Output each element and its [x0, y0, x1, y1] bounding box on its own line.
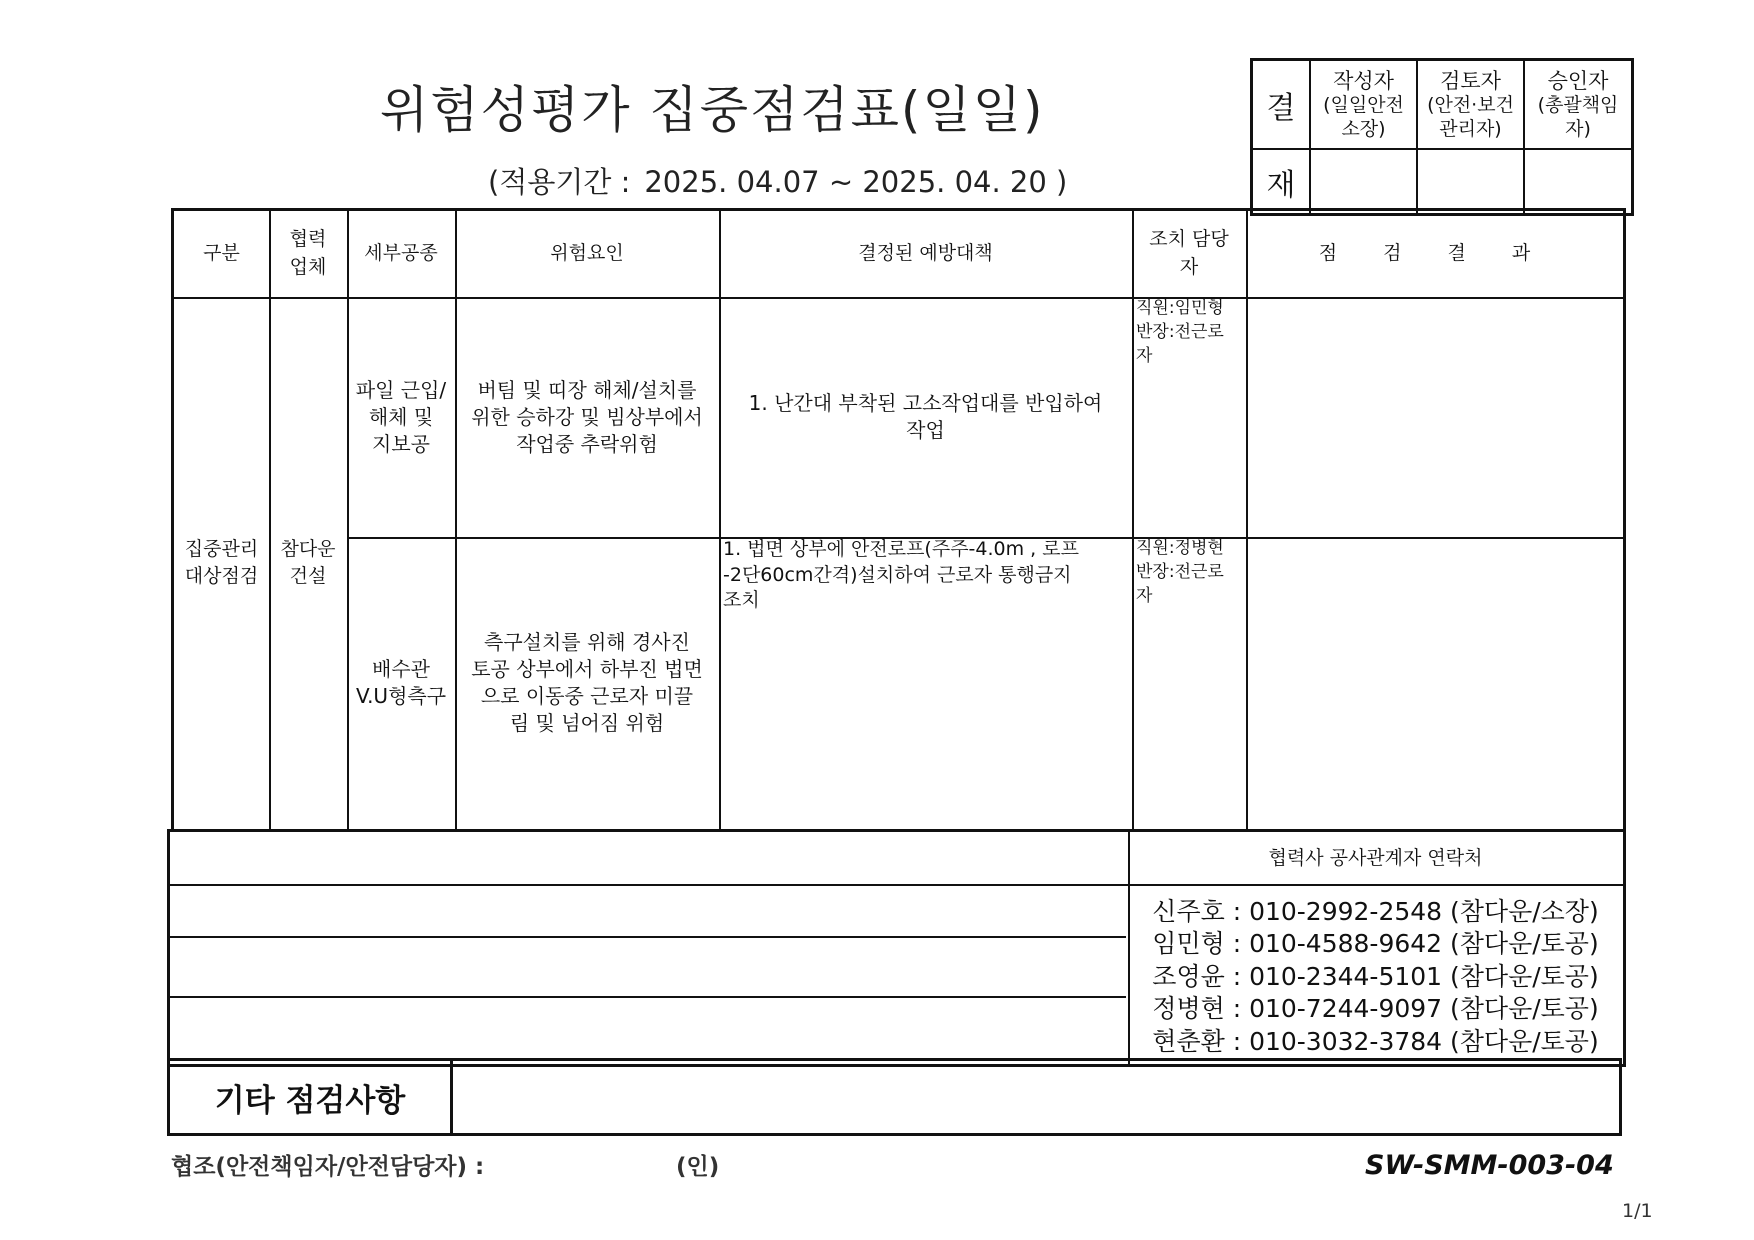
row-2-hazard-line-2: 토공 상부에서 하부진 법면 — [471, 657, 703, 681]
header-hazard: 위험요인 — [550, 242, 624, 265]
row-1-hazard-line-2: 위한 승하강 및 빔상부에서 — [471, 404, 703, 429]
row-1-work-line-2: 해체 및 — [368, 404, 434, 429]
document-title: 위험성평가 집중점검표(일일) — [380, 81, 1045, 139]
header-measure: 결정된 예방대책 — [858, 242, 993, 265]
row-1-hazard-line-1: 버팀 및 띠장 해체/설치를 — [477, 377, 697, 402]
header-manager-line-1: 조치 담당 — [1149, 228, 1229, 251]
document-code: SW-SMM-003-04 — [1365, 1150, 1614, 1181]
row-2-result[interactable] — [1246, 537, 1623, 829]
row-1-manager — [1136, 297, 1246, 537]
row-1-work-type — [347, 297, 455, 537]
row-1-result[interactable] — [1246, 297, 1623, 537]
approver-detail-2: 자) — [1565, 117, 1591, 140]
note-line-1[interactable] — [170, 884, 1128, 936]
period-value: 2025. 04.07 ~ 2025. 04. 20 ) — [644, 165, 1068, 199]
row-2-hazard-line-4: 림 및 넘어짐 위험 — [509, 711, 665, 735]
reviewer-role: 검토자 — [1440, 68, 1501, 93]
row-1-measure — [719, 297, 1132, 537]
header-company — [269, 211, 347, 297]
row-1-hazard-line-3: 작업중 추락위험 — [516, 431, 658, 456]
row-1-measure-line-1: 1. 난간대 부착된 고소작업대를 반입하여 — [748, 391, 1103, 415]
row-2-manager-line-3: 자 — [1136, 585, 1153, 606]
period-label: (적용기간 : — [488, 165, 631, 199]
contacts-list — [1128, 890, 1623, 1064]
approver-role: 승인자 — [1547, 68, 1609, 93]
inspection-table — [171, 208, 1626, 832]
seal-mark: (인) — [676, 1154, 720, 1180]
row-1-measure-line-2: 작업 — [906, 418, 945, 442]
contact-item: 현춘환 : 010-3032-3784 (참다운/토공) — [1152, 1026, 1599, 1056]
row-2-measure-line-3: 조치 — [723, 589, 760, 612]
contacts-section — [167, 829, 1626, 1067]
row-2-work-line-2: V.U형측구 — [355, 684, 447, 708]
applicable-period — [488, 160, 1067, 201]
other-inspection-row — [167, 1058, 1622, 1136]
approval-side-top: 결 — [1253, 61, 1311, 150]
header-category: 구분 — [203, 242, 240, 265]
approver-detail-1: (총괄책임 — [1537, 93, 1619, 116]
company-cell — [269, 297, 347, 829]
approval-writer-header — [1311, 61, 1418, 150]
row-2-manager-line-1: 직원:정병현 — [1136, 538, 1224, 558]
row-2-hazard — [455, 537, 719, 829]
reviewer-signature-field[interactable] — [1418, 150, 1525, 213]
contact-item: 조영윤 : 010-2344-5101 (참다운/토공) — [1152, 961, 1599, 991]
category-cell — [174, 297, 269, 829]
row-1-work-line-1: 파일 근입/ — [355, 377, 447, 402]
header-manager — [1132, 211, 1246, 297]
note-line-2[interactable] — [170, 936, 1128, 996]
row-2-manager — [1136, 537, 1246, 829]
approval-approver-header — [1525, 61, 1631, 150]
other-inspection-field[interactable] — [453, 1061, 1619, 1133]
approval-reviewer-header — [1418, 61, 1525, 150]
approval-side-bottom: 재 — [1253, 150, 1311, 213]
reviewer-detail-1: (안전·보건 — [1427, 93, 1514, 116]
header-company-line-2: 업체 — [289, 256, 327, 278]
header-manager-line-2: 자 — [1179, 256, 1199, 278]
cooperation-label: 협조(안전책임자/안전담당자) : — [171, 1154, 485, 1180]
approval-box — [1250, 58, 1634, 216]
contact-item: 정병현 : 010-7244-9097 (참다운/토공) — [1152, 994, 1599, 1024]
row-1-work-line-3: 지보공 — [372, 431, 430, 456]
row-2-work-line-1: 배수관 — [372, 657, 430, 681]
header-company-line-1: 협력 — [289, 228, 327, 251]
company-line-1: 참다운 — [280, 538, 336, 561]
row-1-manager-line-3: 자 — [1136, 345, 1153, 366]
other-inspection-label: 기타 점검사항 — [170, 1061, 453, 1133]
approver-signature-field[interactable] — [1525, 150, 1631, 213]
writer-signature-field[interactable] — [1311, 150, 1418, 213]
row-1-manager-line-1: 직원:임민형 — [1136, 298, 1224, 318]
header-result — [1246, 211, 1623, 297]
note-line-3[interactable] — [170, 996, 1128, 1064]
writer-detail-1: (일일안전 — [1323, 93, 1404, 116]
row-2-measure-line-2: -2단60cm간격)설치하여 근로자 통행금지 — [723, 563, 1072, 586]
contact-item: 신주호 : 010-2992-2548 (참다운/소장) — [1152, 896, 1599, 926]
category-line-1: 집중관리 — [184, 538, 259, 561]
category-line-2: 대상점검 — [184, 565, 259, 587]
contacts-title: 협력사 공사관계자 연락처 — [1268, 846, 1483, 869]
row-2-hazard-line-1: 측구설치를 위해 경사진 — [484, 630, 690, 654]
page-number: 1/1 — [1622, 1200, 1653, 1222]
reviewer-detail-2: 관리자) — [1439, 117, 1502, 140]
row-2-work-type — [347, 537, 455, 829]
row-2-measure-line-1: 1. 법면 상부에 안전로프(주주-4.0m , 로프 — [723, 538, 1079, 560]
row-2-manager-line-2: 반장:전근로 — [1136, 561, 1224, 582]
writer-detail-2: 소장) — [1341, 117, 1386, 140]
row-2-hazard-line-3: 으로 이동중 근로자 미끌 — [480, 684, 694, 708]
row-1-hazard — [455, 297, 719, 537]
row-1-manager-line-2: 반장:전근로 — [1136, 321, 1224, 342]
contact-item: 임민형 : 010-4588-9642 (참다운/토공) — [1152, 929, 1599, 959]
header-work-type: 세부공종 — [364, 242, 438, 265]
header-result-text: 점 검 결 과 — [1318, 242, 1551, 265]
writer-role: 작성자 — [1333, 68, 1394, 93]
company-line-2: 건설 — [289, 565, 327, 587]
row-2-measure — [723, 537, 1132, 829]
